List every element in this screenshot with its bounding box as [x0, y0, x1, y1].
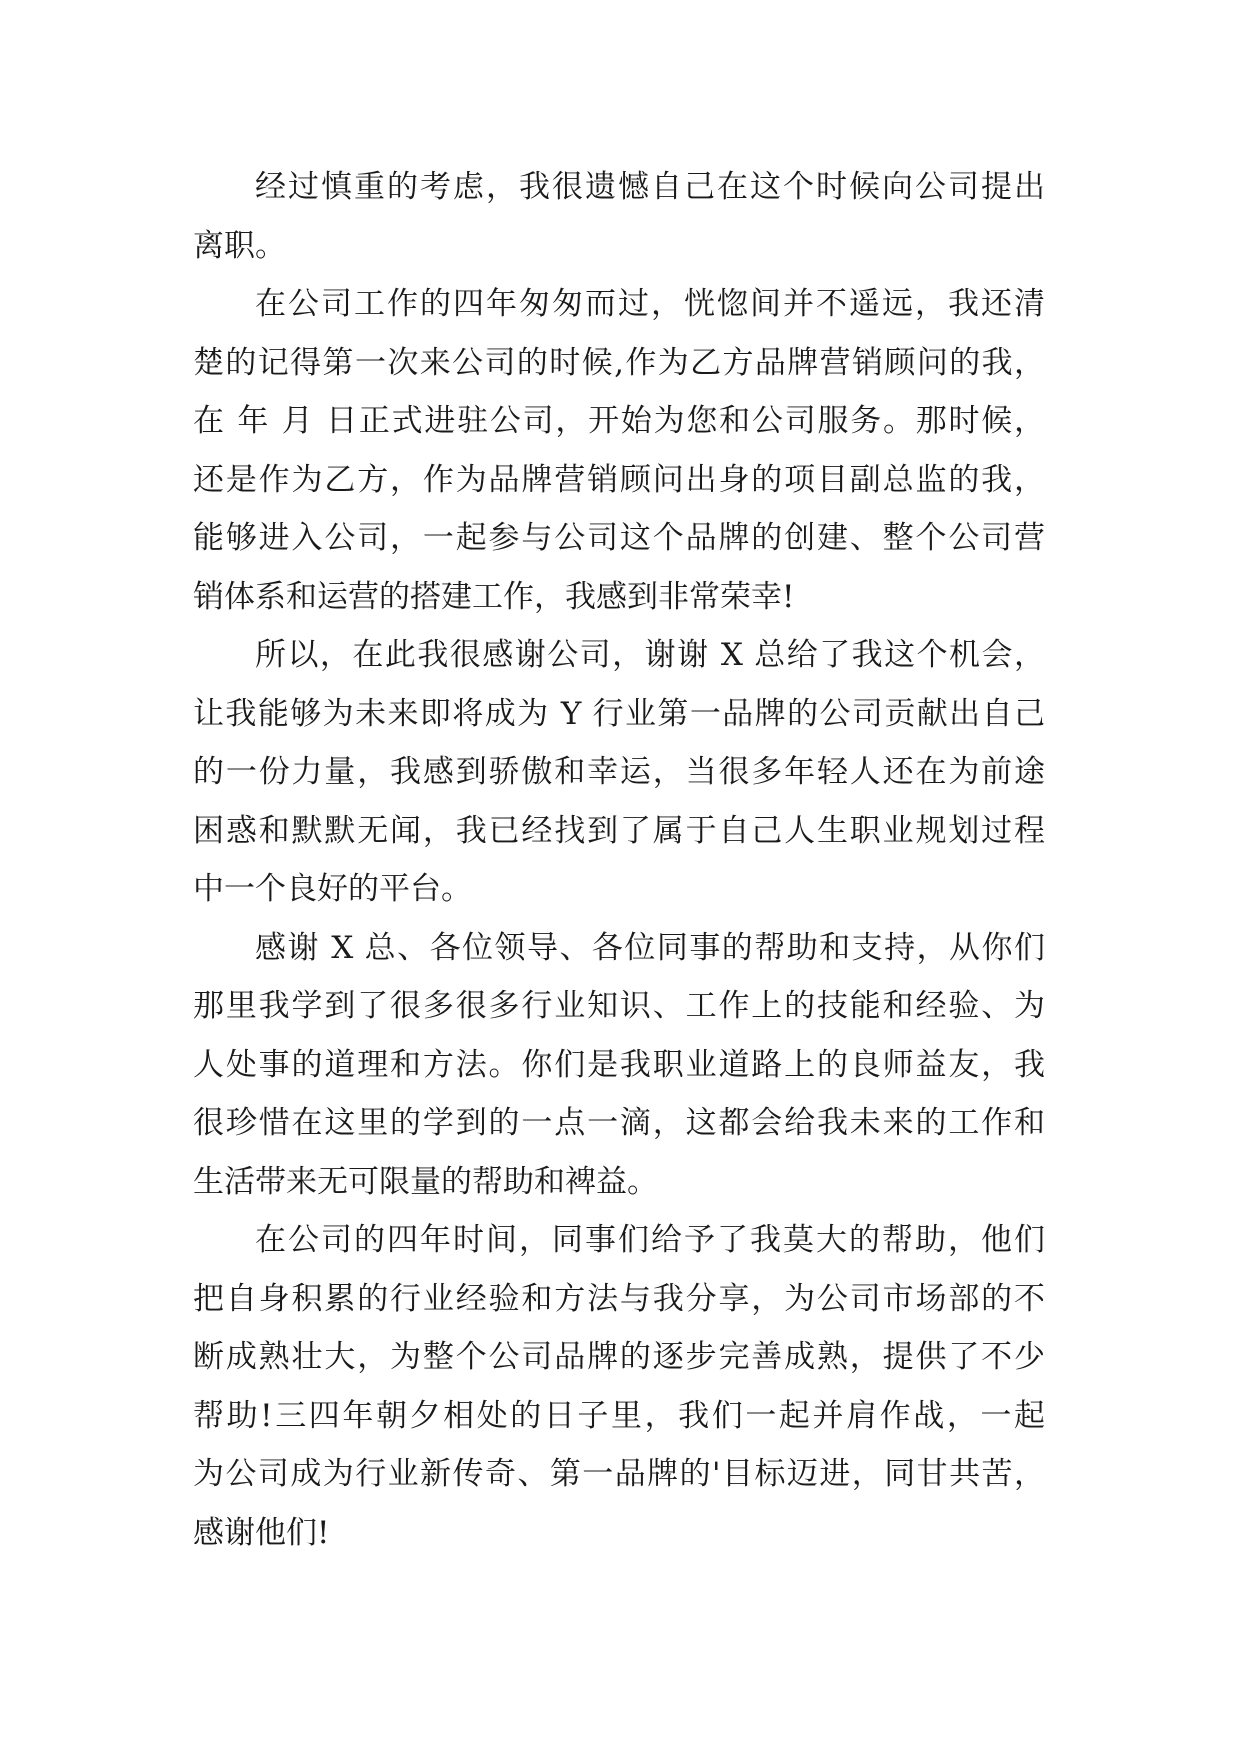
- text-line: 在公司的四年时间，同事们给予了我莫大的帮助，他们: [255, 1222, 1045, 1258]
- text-line: 销体系和运营的搭建工作，我感到非常荣幸!: [193, 578, 795, 615]
- text-line: 在 年 月 日正式进驻公司，开始为您和公司服务。那时候，: [193, 403, 1045, 439]
- text-line: 很珍惜在这里的学到的一点一滴，这都会给我未来的工作和: [193, 1105, 1045, 1141]
- text-line: 在公司工作的四年匆匆而过，恍惚间并不遥远，我还清: [255, 286, 1045, 322]
- letter-body: [193, 158, 1045, 1562]
- text-line: 所以，在此我很感谢公司，谢谢 X 总给了我这个机会，: [255, 637, 1045, 673]
- text-line: 经过慎重的考虑，我很遗憾自己在这个时候向公司提出: [255, 169, 1045, 205]
- text-line: 让我能够为未来即将成为 Y 行业第一品牌的公司贡献出自己: [193, 695, 1045, 732]
- text-line: 为公司成为行业新传奇、第一品牌的'目标迈进，同甘共苦，: [193, 1456, 1045, 1492]
- text-line: 感谢他们!: [193, 1514, 330, 1551]
- text-line: 生活带来无可限量的帮助和裨益。: [193, 1163, 658, 1200]
- text-line: 离职。: [193, 227, 286, 264]
- text-line: 断成熟壮大，为整个公司品牌的逐步完善成熟，提供了不少: [193, 1339, 1045, 1375]
- text-line: 困惑和默默无闻，我已经找到了属于自己人生职业规划过程: [193, 812, 1045, 849]
- text-line: 还是作为乙方，作为品牌营销顾问出身的项目副总监的我，: [193, 461, 1045, 498]
- text-line: 那里我学到了很多很多行业知识、工作上的技能和经验、为: [193, 988, 1045, 1024]
- text-line: 楚的记得第一次来公司的时候,作为乙方品牌营销顾问的我，: [193, 344, 1045, 381]
- text-line: 人处事的道理和方法。你们是我职业道路上的良师益友，我: [193, 1046, 1045, 1083]
- text-line: 的一份力量，我感到骄傲和幸运，当很多年轻人还在为前途: [193, 754, 1045, 790]
- text-line: 帮助!三四年朝夕相处的日子里，我们一起并肩作战，一起: [193, 1397, 1045, 1434]
- text-line: 中一个良好的平台。: [193, 871, 472, 907]
- text-line: 能够进入公司，一起参与公司这个品牌的创建、整个公司营: [193, 520, 1045, 556]
- text-line: 感谢 X 总、各位领导、各位同事的帮助和支持，从你们: [255, 929, 1045, 966]
- text-line: 把自身积累的行业经验和方法与我分享，为公司市场部的不: [193, 1280, 1045, 1317]
